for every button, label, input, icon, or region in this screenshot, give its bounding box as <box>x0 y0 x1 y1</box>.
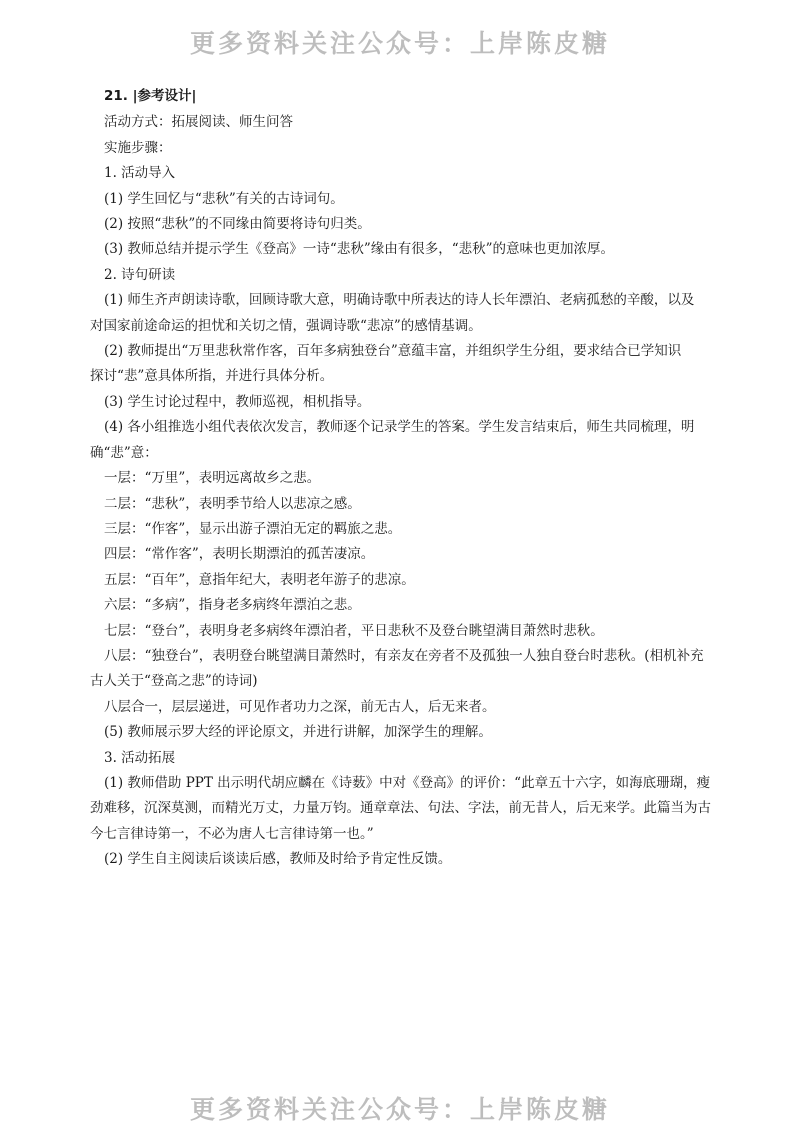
layer-5: 五层：“百年”，意指年纪大，表明老年游子的悲凉。 <box>104 571 415 588</box>
layer-4: 四层：“常作客”，表明长期漂泊的孤苦凄凉。 <box>104 546 375 563</box>
step3-item1-line2: 劲难移，沉深莫测，而精光万丈，力量万钧。通章章法、句法、字法，前无昔人，后无来学。此篇当为古 <box>90 800 711 817</box>
layer-1: 一层：“万里”，表明远离故乡之悲。 <box>104 470 321 487</box>
step2-item2-line2: 探讨“悲”意具体所指，并进行具体分析。 <box>90 368 334 385</box>
step3-item1-line1: (1) 教师借助 PPT 出示明代胡应麟在《诗薮》中对《登高》的评价：“此章五十六字，如海底珊瑚，瘦 <box>104 774 711 791</box>
layer-8-line1: 八层：“独登台”，表明登台眺望满目萧然时，有亲友在旁者不及孤独一人独自登台时悲秋。(相机补充 <box>104 647 704 664</box>
layer-summary: 八层合一，层层递进，可见作者功力之深，前无古人，后无来者。 <box>104 698 496 715</box>
watermark-top: 更多资料关注公众号：上岸陈皮糖 <box>189 29 610 58</box>
step2-item5: (5) 教师展示罗大经的评论原文，并进行讲解，加深学生的理解。 <box>104 724 492 741</box>
watermark-bottom: 更多资料关注公众号：上岸陈皮糖 <box>189 1095 610 1124</box>
step1-item3: (3) 教师总结并提示学生《登高》一诗“悲秋”缘由有很多，“悲秋”的意味也更加浓厚。 <box>104 241 615 258</box>
layer-8-line2: 古人关于“登高之悲”的诗词) <box>90 673 258 690</box>
layer-7: 七层：“登台”，表明身老多病终年漂泊者，平日悲秋不及登台眺望满目萧然时悲秋。 <box>104 622 604 639</box>
step3-item2: (2) 学生自主阅读后谈读后感，教师及时给予肯定性反馈。 <box>104 851 452 868</box>
step2-item1-line1: (1) 师生齐声朗读诗歌，回顾诗歌大意，明确诗歌中所表达的诗人长年漂泊、老病孤愁的辛酸，以及 <box>104 292 695 309</box>
activity-method: 活动方式：拓展阅读、师生问答 <box>104 114 293 131</box>
step2-item3: (3) 学生讨论过程中，教师巡视，相机指导。 <box>104 393 371 410</box>
step2-item1-line2: 对国家前途命运的担忧和关切之情，强调诗歌“悲凉”的感情基调。 <box>90 317 482 334</box>
step1-title: 1. 活动导入 <box>104 165 176 182</box>
step2-item2-line1: (2) 教师提出“万里悲秋常作客，百年多病独登台”意蕴丰富，并组织学生分组，要求结合已学知识 <box>104 343 682 360</box>
step2-title: 2. 诗句研读 <box>104 266 176 283</box>
step2-item4-line1: (4) 各小组推选小组代表依次发言，教师逐个记录学生的答案。学生发言结束后，师生共同梳理，明 <box>104 419 695 436</box>
layer-3: 三层：“作客”，显示出游子漂泊无定的羁旅之悲。 <box>104 520 402 537</box>
steps-label: 实施步骤： <box>104 139 172 156</box>
step1-item1: (1) 学生回忆与“悲秋”有关的古诗词句。 <box>104 190 344 207</box>
layer-6: 六层：“多病”，指身老多病终年漂泊之悲。 <box>104 597 361 614</box>
step3-title: 3. 活动拓展 <box>104 749 176 766</box>
layer-2: 二层：“悲秋”，表明季节给人以悲凉之感。 <box>104 495 361 512</box>
step1-item2: (2) 按照“悲秋”的不同缘由简要将诗句归类。 <box>104 216 371 233</box>
section-heading: 21. |参考设计| <box>104 88 197 104</box>
step2-item4-line2: 确“悲”意： <box>90 444 158 461</box>
step3-item1-line3: 今七言律诗第一，不必为唐人七言律诗第一也。” <box>90 825 374 842</box>
document-body <box>90 84 740 873</box>
